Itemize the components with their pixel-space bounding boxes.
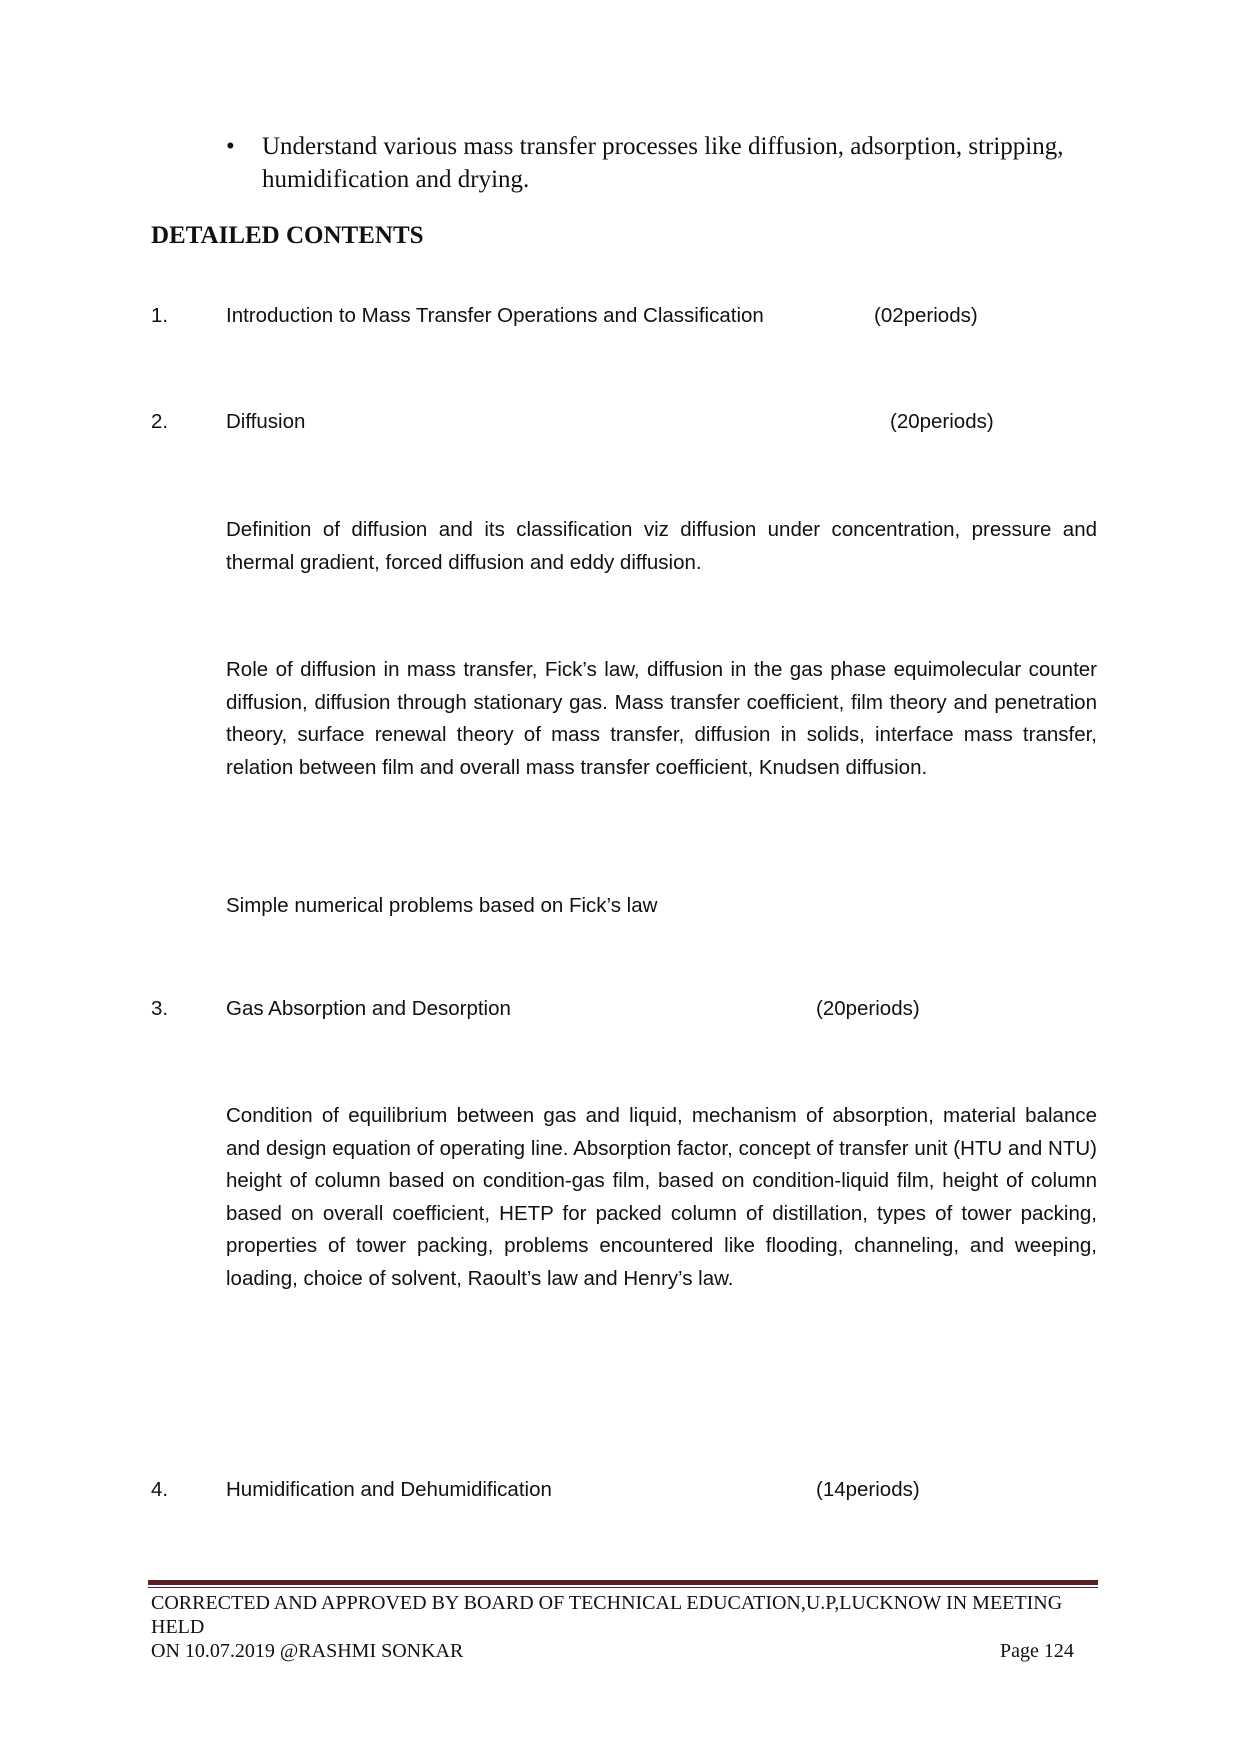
footer-rule-thin [148, 1587, 1098, 1588]
section-4-periods: (14periods) [816, 1478, 920, 1501]
section-1-periods: (02periods) [874, 304, 978, 327]
bullet-text: Understand various mass transfer processes like diffusion, adsorption, stripping, humidification and drying. [262, 133, 1064, 193]
section-1-number: 1. [151, 304, 169, 327]
section-2-row [151, 410, 1101, 440]
page-number: Page 124 [1000, 1640, 1074, 1662]
section-3-row [151, 997, 1101, 1027]
diffusion-numerical-paragraph: Simple numerical problems based on Fick’s law [226, 894, 658, 917]
footer-rule-thick [148, 1580, 1098, 1585]
section-1-title: Introduction to Mass Transfer Operations and Classification [226, 304, 764, 327]
diffusion-role-paragraph: Role of diffusion in mass transfer, Fick’s law, diffusion in the gas phase equimolecular counter diffusion, diffusion through stationary gas. Mass transfer coefficient, film theory and penetration theory, surface renewal theory of mass transfer, diffusion in solids, interface mass transfer, relation between film and overall mass transfer coefficient, Knudsen diffusion. [226, 658, 1097, 779]
section-3-number: 3. [151, 997, 169, 1020]
footer-note [151, 1591, 1101, 1663]
section-2-number: 2. [151, 410, 169, 433]
section-3-title: Gas Absorption and Desorption [226, 997, 511, 1020]
section-2-periods: (20periods) [890, 410, 994, 433]
diffusion-definition-paragraph: Definition of diffusion and its classification viz diffusion under concentration, pressure and thermal gradient, forced diffusion and eddy diffusion. [226, 518, 1097, 574]
footer-line-1: CORRECTED AND APPROVED BY BOARD OF TECHNICAL EDUCATION,U.P,LUCKNOW IN MEETING HELD [151, 1592, 1063, 1638]
section-4-row [151, 1478, 1101, 1508]
absorption-paragraph: Condition of equilibrium between gas and liquid, mechanism of absorption, material balance and design equation of operating line. Absorption factor, concept of transfer unit (HTU and NTU) height of column based on condition-gas film, based on condition-liquid film, height of column based on overall coefficient, HETP for packed column of distillation, types of tower packing, properties of tower packing, problems encountered like flooding, channeling, and weeping, loading, choice of solvent, Raoult’s law and Henry’s law. [226, 1104, 1097, 1290]
section-1-row [151, 304, 1101, 334]
section-3-periods: (20periods) [816, 997, 920, 1020]
detailed-contents-heading: DETAILED CONTENTS [151, 222, 424, 249]
section-4-number: 4. [151, 1478, 169, 1501]
section-2-title: Diffusion [226, 410, 306, 433]
bullet-icon: • [226, 133, 235, 160]
section-4-title: Humidification and Dehumidification [226, 1478, 552, 1501]
footer-line-2: ON 10.07.2019 @RASHMI SONKAR [151, 1640, 464, 1662]
